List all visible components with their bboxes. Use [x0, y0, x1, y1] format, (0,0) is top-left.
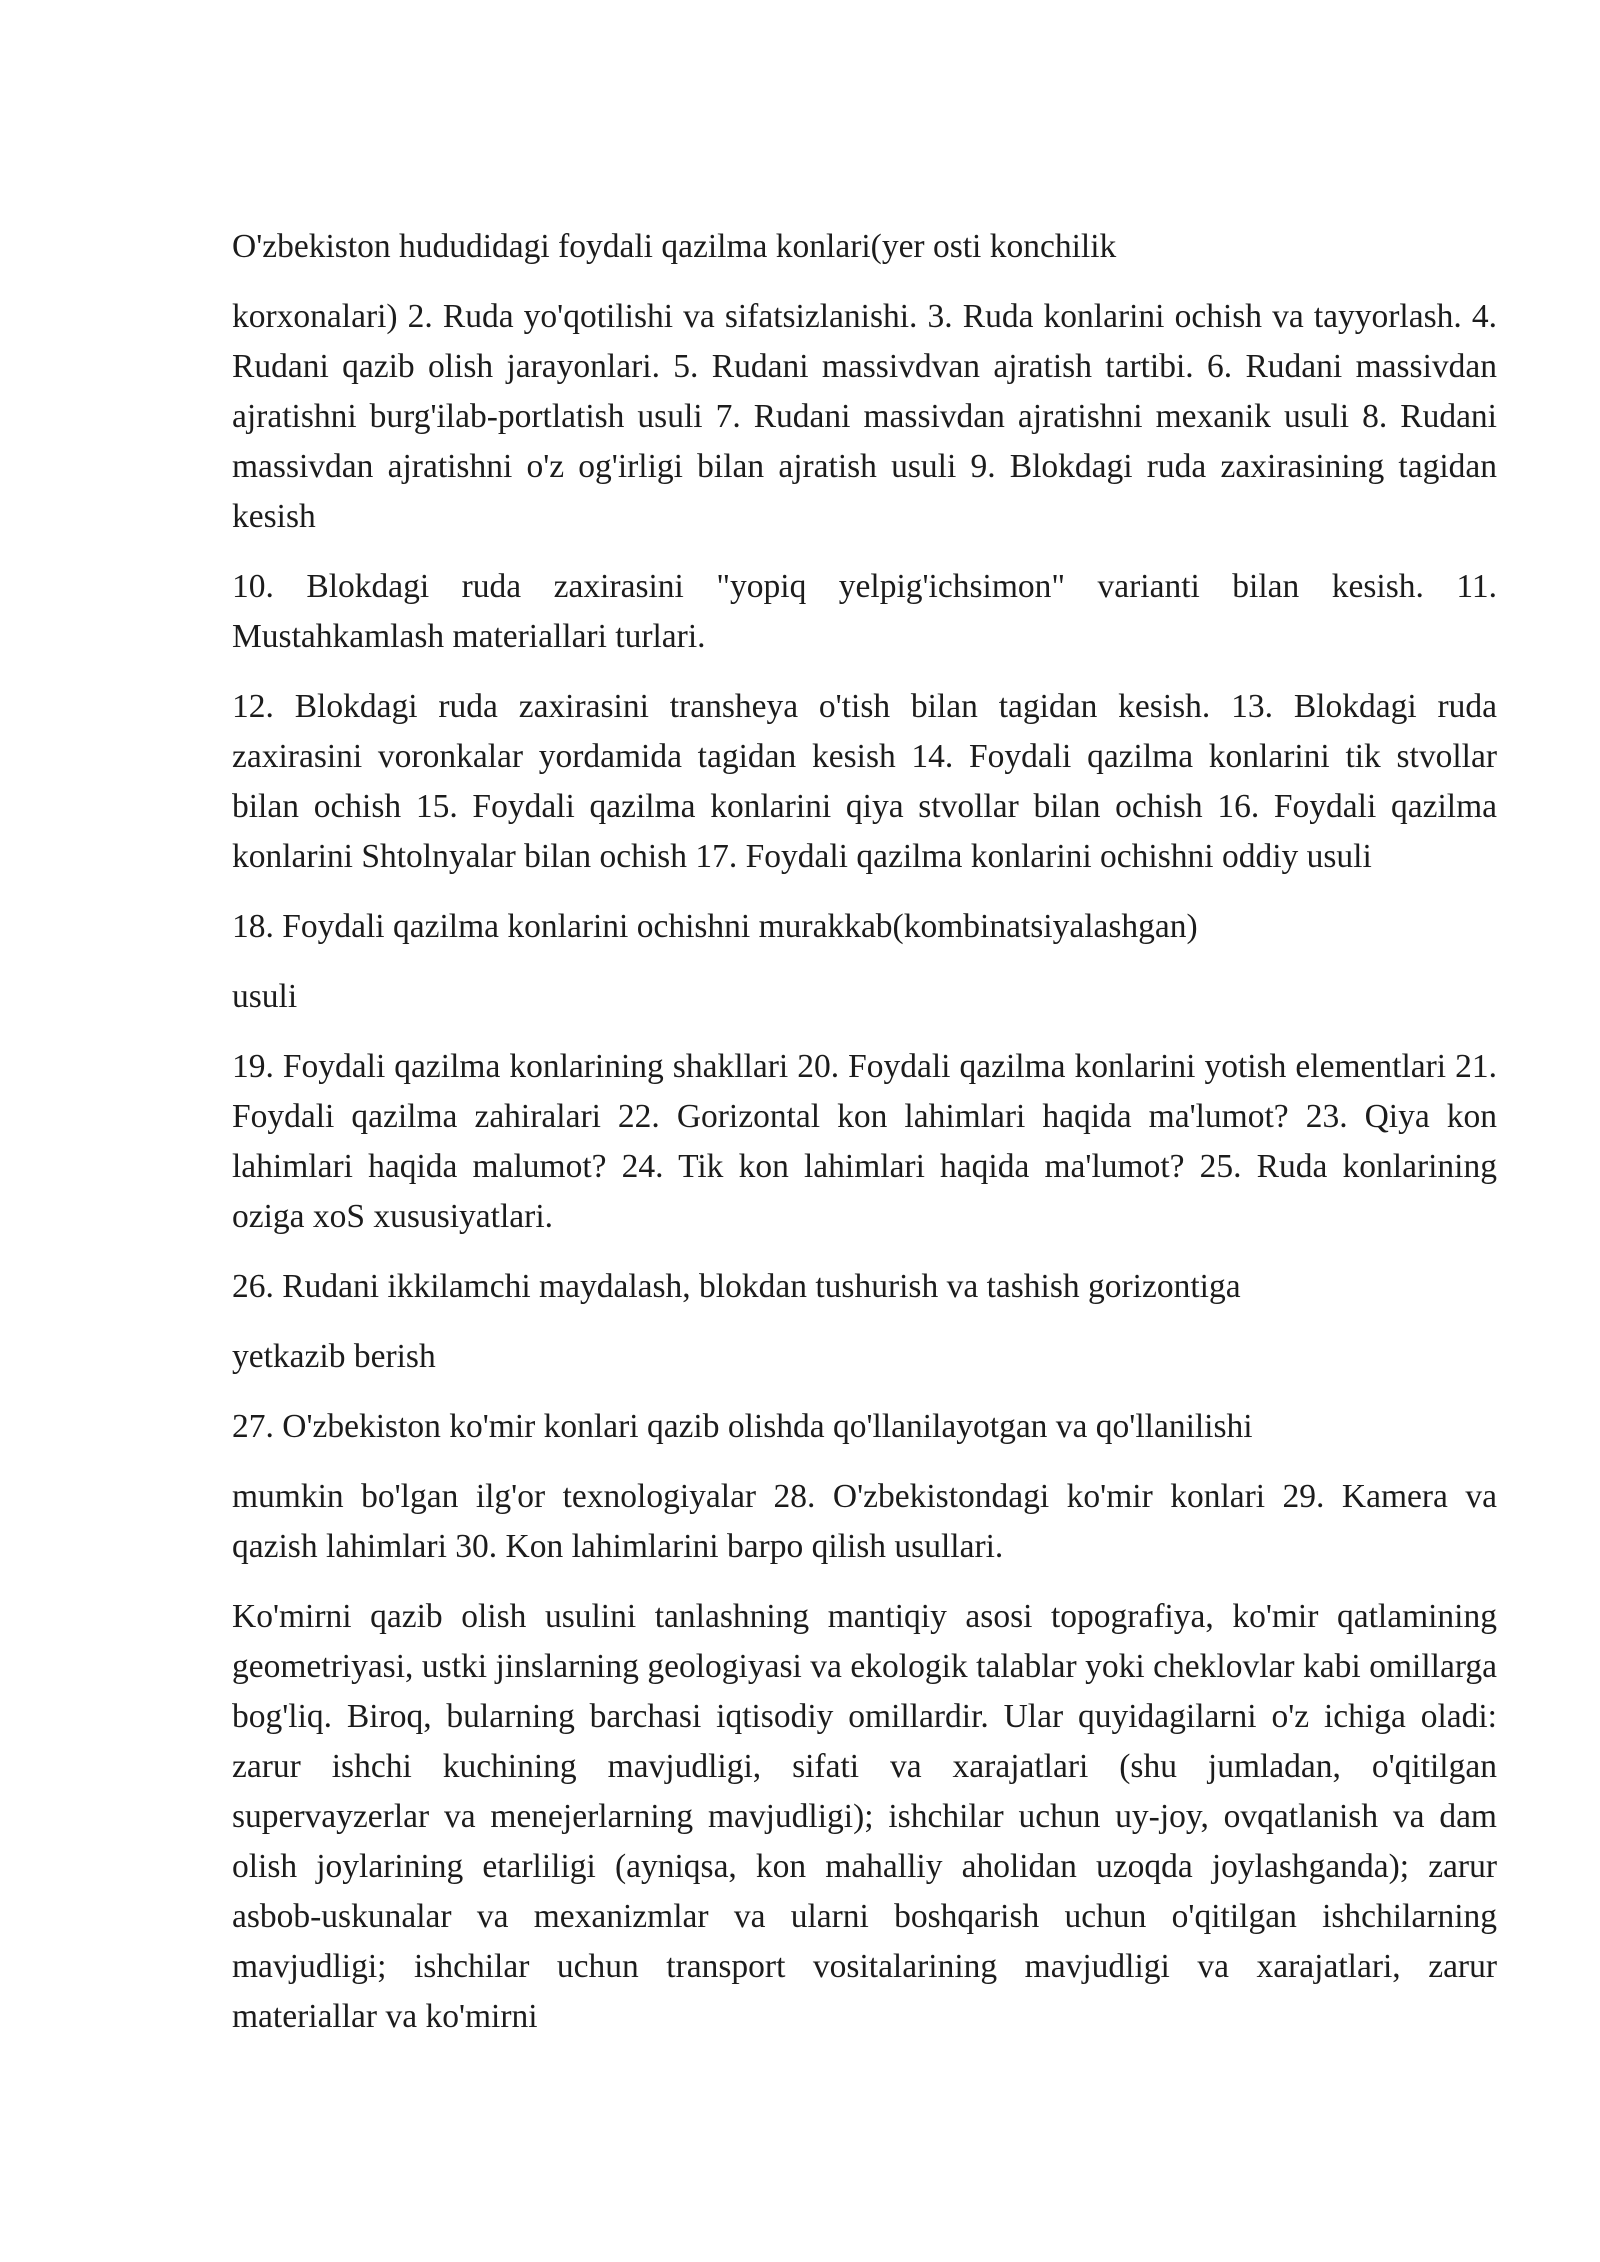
paragraph-11: mumkin bo'lgan ilg'or texnologiyalar 28. O'zbekistondagi ko'mir konlari 29. Kamera va qazish lahimlari 30. Kon lahimlarini barpo qilish usullari. [232, 1478, 1497, 1565]
paragraph-6: usuli [232, 978, 298, 1015]
document-body [232, 222, 1497, 2062]
paragraph-4: 12. Blokdagi ruda zaxirasini transheya o'tish bilan tagidan kesish. 13. Blokdagi ruda zaxirasini voronkalar yordamida tagidan kesish 14. Foydali qazilma konlarini tik stvollar bilan ochish 15. Foydali qazilma konlarini qiya stvollar bilan ochish 16. Foydali qazilma konlarini Shtolnyalar bilan ochish 17. Foydali qazilma konlarini ochishni oddiy usuli [232, 688, 1497, 875]
paragraph-8: 26. Rudani ikkilamchi maydalash, blokdan tushurish va tashish gorizontiga [232, 1268, 1241, 1305]
paragraph-2: korxonalari) 2. Ruda yo'qotilishi va sifatsizlanishi. 3. Ruda konlarini ochish va tayyorlash. 4. Rudani qazib olish jarayonlari. 5. Rudani massivdvan ajratish tartibi. 6. Rudani massivdan ajratishni burg'ilab-portlatish usuli 7. Rudani massivdan ajratishni mexanik usuli 8. Rudani massivdan ajratishni o'z og'irligi bilan ajratish usuli 9. Blokdagi ruda zaxirasining tagidan kesish [232, 298, 1497, 535]
paragraph-12: Ko'mirni qazib olish usulini tanlashning mantiqiy asosi topografiya, ko'mir qatlamining geometriyasi, ustki jinslarning geologiyasi va ekologik talablar yoki cheklovlar kabi omillarga bog'liq. Biroq, bularning barchasi iqtisodiy omillardir. Ular quyidagilarni o'z ichiga oladi: zarur ishchi kuchining mavjudligi, sifati va xarajatlari (shu jumladan, o'qitilgan supervayzerlar va menejerlarning mavjudligi); ishchilar uchun uy-joy, ovqatlanish va dam olish joylarining etarliligi (ayniqsa, kon mahalliy aholidan uzoqda joylashganda); zarur asbob-uskunalar va mexanizmlar va ularni boshqarish uchun o'qitilgan ishchilarning mavjudligi; ishchilar uchun transport vositalarining mavjudligi va xarajatlari, zarur materiallar va ko'mirni [232, 1598, 1497, 2035]
paragraph-7: 19. Foydali qazilma konlarining shakllari 20. Foydali qazilma konlarini yotish elementlari 21. Foydali qazilma zahiralari 22. Gorizontal kon lahimlari haqida ma'lumot? 23. Qiya kon lahimlari haqida malumot? 24. Tik kon lahimlari haqida ma'lumot? 25. Ruda konlarining oziga xoS xususiyatlari. [232, 1048, 1497, 1235]
paragraph-5: 18. Foydali qazilma konlarini ochishni murakkab(kombinatsiyalashgan) [232, 908, 1198, 945]
paragraph-10: 27. O'zbekiston ko'mir konlari qazib olishda qo'llanilayotgan va qo'llanilishi [232, 1408, 1253, 1445]
paragraph-3: 10. Blokdagi ruda zaxirasini "yopiq yelpig'ichsimon" varianti bilan kesish. 11. Mustahkamlash materiallari turlari. [232, 568, 1497, 655]
paragraph-1: O'zbekiston hududidagi foydali qazilma konlari(yer osti konchilik [232, 228, 1117, 265]
paragraph-9: yetkazib berish [232, 1338, 436, 1375]
